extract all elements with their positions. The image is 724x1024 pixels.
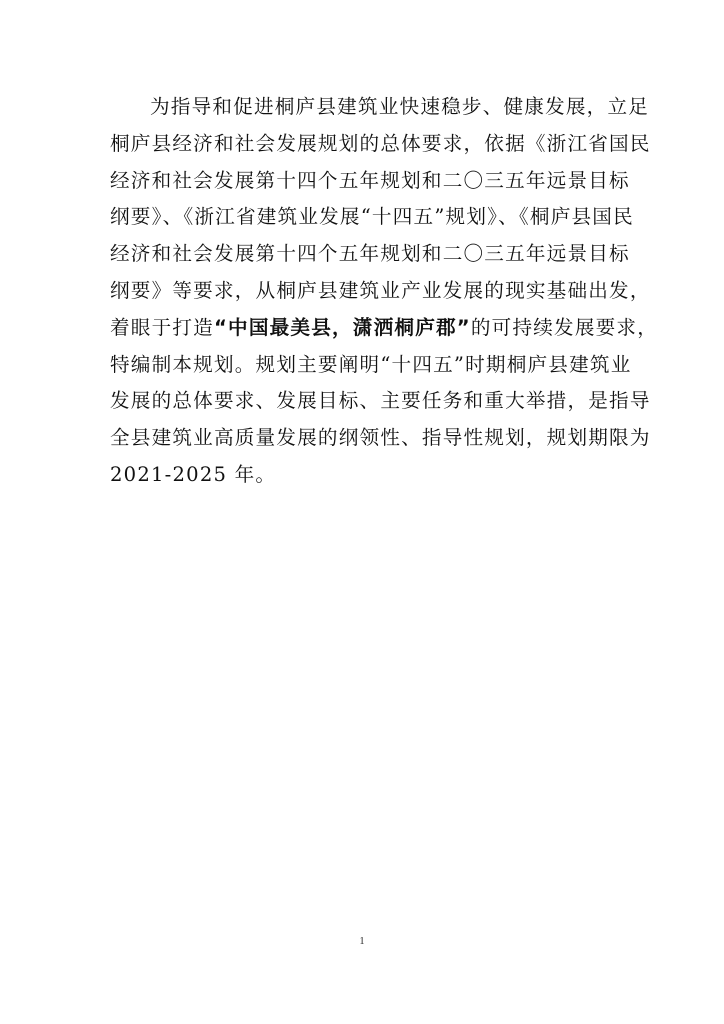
slogan-bold-text: “中国最美县，潇洒桐庐郡” <box>213 315 471 339</box>
paragraph-line: 桐庐县经济和社会发展规划的总体要求，依据《浙江省国民 <box>110 131 651 155</box>
paragraph-line: 纲要》、《浙江省建筑业发展“十四五”规划》、《桐庐县国民 <box>110 205 634 229</box>
paragraph-line-with-slogan <box>110 310 659 347</box>
paragraph-text: 的可持续发展要求， <box>470 315 659 339</box>
paragraph-line: 为指导和促进桐庐县建筑业快速稳步、健康发展，立足 <box>150 95 650 118</box>
paragraph-line: 经济和社会发展第十四个五年规划和二〇三五年远景目标 <box>110 242 630 266</box>
paragraph-line: 发展的总体要求、发展目标、主要任务和重大举措，是指导 <box>110 389 651 413</box>
paragraph-line: 2021-2025 年。 <box>110 462 277 486</box>
paragraph-line: 全县建筑业高质量发展的纲领性、指导性规划，规划期限为 <box>110 426 651 450</box>
paragraph-line: 纲要》等要求，从桐庐县建筑业产业发展的现实基础出发， <box>110 278 651 302</box>
body-paragraph <box>110 89 659 494</box>
page-number: 1 <box>359 936 365 947</box>
paragraph-text: 着眼于打造 <box>110 315 214 339</box>
paragraph-line: 经济和社会发展第十四个五年规划和二〇三五年远景目标 <box>110 168 630 192</box>
paragraph-line: 特编制本规划。规划主要阐明“十四五”时期桐庐县建筑业 <box>110 352 632 376</box>
